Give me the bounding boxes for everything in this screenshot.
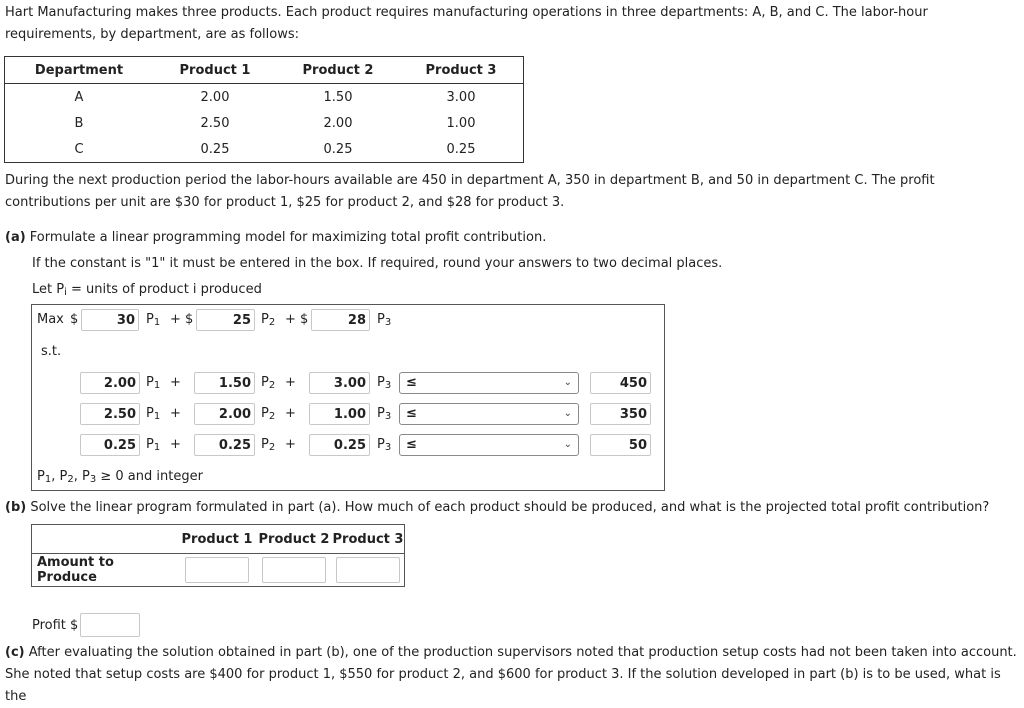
dollar-sign: $ [70, 312, 79, 327]
constraint-1-rhs[interactable]: 450 [590, 372, 651, 394]
table-cell: 0.25 [446, 141, 476, 157]
constraint-2-coef-p2[interactable]: 2.00 [194, 403, 255, 425]
header-product-3: Product 3 [399, 57, 524, 84]
table-cell: C [74, 141, 84, 157]
profit-label: Profit $ [32, 618, 79, 633]
lp-model-frame [31, 304, 665, 491]
var-p3: $P_3$ [377, 406, 392, 422]
table-row [5, 136, 524, 163]
table-row [32, 554, 405, 587]
table-cell: A [74, 89, 84, 105]
part-a-text: Formulate a linear programming model for maximizing total profit contribution. [29, 230, 547, 245]
intro-text: Hart Manufacturing makes three products. Each product requires manufacturing operations in three departments: A, B, and C. The labor-hour requirements, by department, are as follows: [5, 5, 928, 42]
constraint-1-coef-p3[interactable]: 3.00 [309, 372, 370, 394]
plus-sign: + [170, 375, 181, 390]
constraint-3-inequality-select[interactable] [399, 434, 579, 456]
constraint-3-coef-p1[interactable]: 0.25 [80, 434, 140, 456]
amount-product-1-input[interactable] [185, 557, 249, 583]
empty-header [32, 525, 179, 554]
header-product-1: Product 1 [178, 525, 256, 554]
constraint-1-coef-p2[interactable]: 1.50 [194, 372, 255, 394]
table-cell: 2.50 [200, 115, 230, 131]
dollar-sign: $ [185, 312, 194, 327]
inequality-value: ≤ [406, 375, 417, 390]
table-cell: 2.00 [323, 115, 353, 131]
plus-sign: + [170, 312, 181, 327]
solution-table [31, 524, 405, 587]
var-p3: $P_3$ [377, 375, 392, 391]
table-cell: 0.25 [200, 141, 230, 157]
labor-hours-table [4, 56, 524, 163]
part-a-question [5, 228, 546, 248]
max-label: Max [37, 312, 64, 327]
plus-sign: + [285, 437, 296, 452]
constraint-2-rhs[interactable]: 350 [590, 403, 651, 425]
problem-paragraph: During the next production period the labor-hours available are 450 in department A, 350 in department B, and 50 in department C. The profit contributions per unit are $30 for product 1, $25 for product 2, and $28 for product 3. [5, 173, 935, 210]
amount-row-label: Amount to Produce [37, 555, 114, 585]
objective-coef-p2[interactable]: 25 [196, 309, 255, 331]
var-p3: $P_3$ [377, 437, 392, 453]
objective-coef-p1[interactable]: 30 [81, 309, 139, 331]
header-product-2: Product 2 [277, 57, 399, 84]
constraint-1-inequality-select[interactable] [399, 372, 579, 394]
table-row [5, 84, 524, 111]
var-p2: $P_2$ [261, 375, 276, 391]
part-b-question [5, 498, 989, 518]
part-c-text: After evaluating the solution obtained in part (b), one of the production supervisors noted that production setup costs had not been taken into account. She noted that setup costs are $400 for product 1, $550 for product 2, and $600 for product 3. If the solution developed in part (b) is to be used, what is the [5, 645, 1017, 704]
let-definition [32, 280, 262, 303]
chevron-down-icon: ⌄ [563, 377, 572, 388]
table-cell: 1.00 [446, 115, 476, 131]
table-cell: B [74, 115, 84, 131]
header-product-1: Product 1 [153, 57, 277, 84]
constraint-3-rhs[interactable]: 50 [590, 434, 651, 456]
subject-to-label: s.t. [41, 344, 62, 359]
constraint-2-inequality-select[interactable] [399, 403, 579, 425]
constraint-2-coef-p3[interactable]: 1.00 [309, 403, 370, 425]
plus-sign: + [170, 406, 181, 421]
var-p1: $P_1$ [146, 312, 161, 328]
var-p3: $P_3$ [377, 312, 392, 328]
header-product-3: Product 3 [332, 525, 405, 554]
nonnegativity-constraint: $P_1$, $P_2$, $P_3 \ge 0$ and integer [37, 469, 203, 485]
dollar-sign: $ [300, 312, 309, 327]
profit-input[interactable] [80, 613, 140, 637]
var-p2: $P_2$ [261, 406, 276, 422]
table-row [5, 110, 524, 136]
plus-sign: + [285, 312, 296, 327]
part-b-label: (b) [5, 500, 27, 515]
part-a-label: (a) [5, 230, 26, 245]
amount-product-2-input[interactable] [262, 557, 326, 583]
plus-sign: + [285, 406, 296, 421]
inequality-value: ≤ [406, 437, 417, 452]
constraint-3-coef-p3[interactable]: 0.25 [309, 434, 370, 456]
let-suffix: = units of product i produced [66, 282, 262, 297]
amount-product-3-input[interactable] [336, 557, 400, 583]
part-b-text: Solve the linear program formulated in part (a). How much of each product should be produced, and what is the projected total profit contribution? [30, 500, 990, 515]
var-p1: $P_1$ [146, 406, 161, 422]
var-p2: $P_2$ [261, 437, 276, 453]
var-p1: $P_1$ [146, 375, 161, 391]
table-cell: 1.50 [323, 89, 353, 105]
plus-sign: + [170, 437, 181, 452]
constraint-2-coef-p1[interactable]: 2.50 [80, 403, 140, 425]
objective-coef-p3[interactable]: 28 [311, 309, 370, 331]
constraint-1-coef-p1[interactable]: 2.00 [80, 372, 140, 394]
part-c-label: (c) [5, 645, 25, 660]
plus-sign: + [285, 375, 296, 390]
var-p1: $P_1$ [146, 437, 161, 453]
header-department: Department [5, 57, 154, 84]
table-cell: 0.25 [323, 141, 353, 157]
let-prefix: Let P [32, 282, 65, 297]
table-cell: 2.00 [200, 89, 230, 105]
table-cell: 3.00 [446, 89, 476, 105]
var-p2: $P_2$ [261, 312, 276, 328]
constraint-3-coef-p2[interactable]: 0.25 [194, 434, 255, 456]
let-subscript: i [64, 287, 67, 298]
chevron-down-icon: ⌄ [563, 439, 572, 450]
chevron-down-icon: ⌄ [563, 408, 572, 419]
header-product-2: Product 2 [256, 525, 332, 554]
inequality-value: ≤ [406, 406, 417, 421]
part-a-instruction: If the constant is "1" it must be entered in the box. If required, round your answers to two decimal places. [32, 256, 723, 271]
part-c-question [5, 642, 1019, 708]
